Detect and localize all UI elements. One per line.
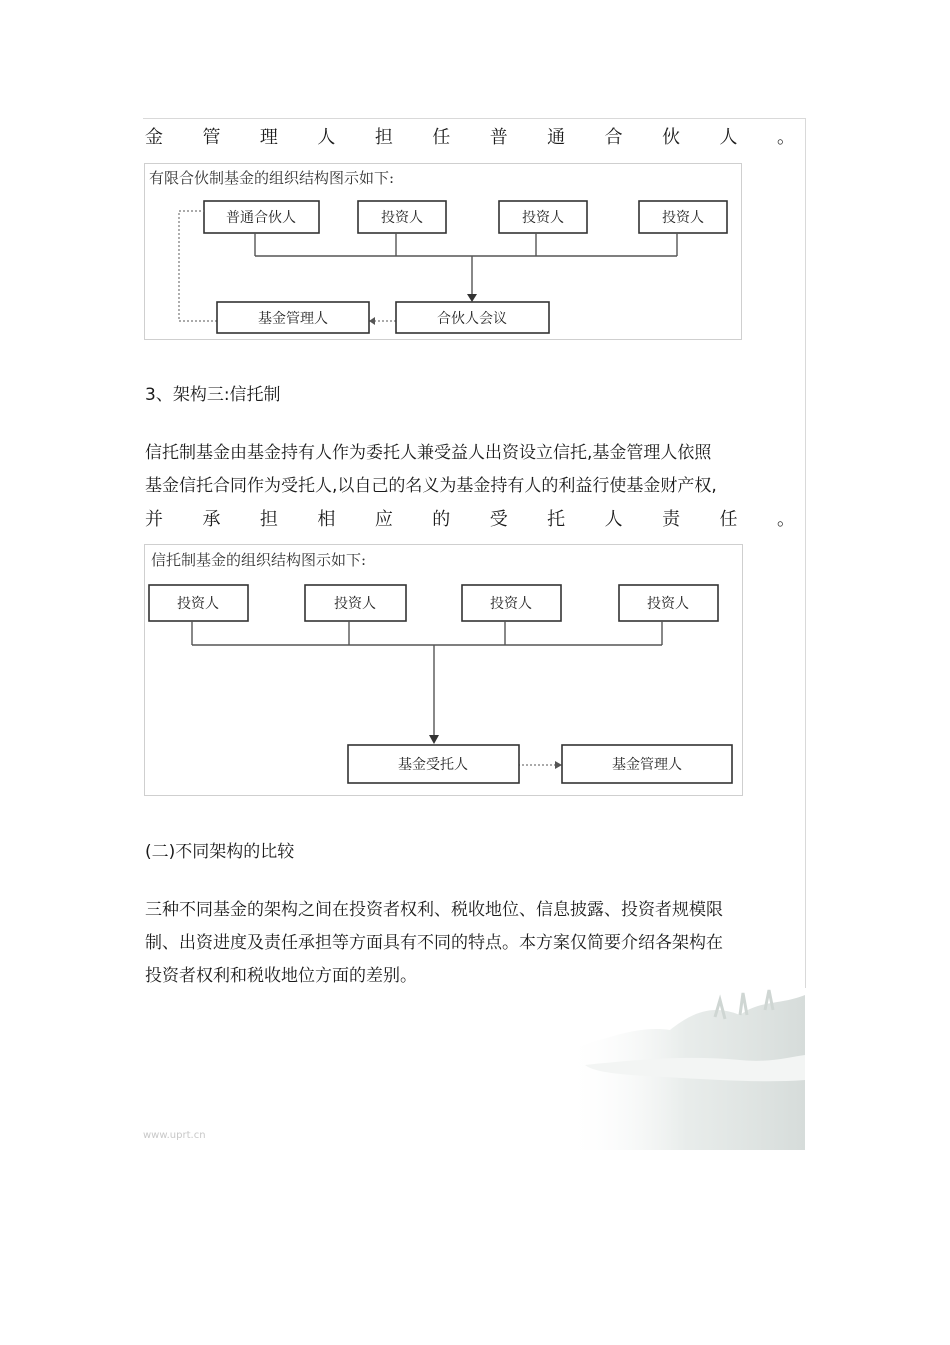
paragraph-trust-line-3-char: 担: [259, 509, 278, 530]
svg-text:合伙人会议: 合伙人会议: [437, 311, 507, 327]
svg-text:投资人: 投资人: [334, 596, 376, 612]
justified-line-top-char: 人: [719, 127, 738, 148]
justified-line-top-char: 伙: [662, 127, 681, 148]
paragraph-trust-line-3-char: 托: [547, 509, 566, 530]
paragraph-trust-line-3-char: 任: [719, 509, 738, 530]
svg-text:投资人: 投资人: [522, 210, 564, 226]
figure1-node-partners-meeting: [396, 302, 549, 333]
svg-text:投资人: 投资人: [177, 596, 219, 612]
justified-line-top-char: 金: [145, 127, 163, 148]
figure1-node-fund-manager: [217, 302, 369, 333]
svg-text:基金管理人: 基金管理人: [612, 757, 682, 773]
justified-line-top-char: 通: [547, 127, 566, 148]
figure2-node-investor-1: [149, 585, 248, 621]
justified-line-top-char: 理: [259, 127, 278, 148]
paragraph-compare-line-3: 投资者权利和税收地位方面的差别。: [145, 966, 417, 986]
paragraph-trust-line-2: 基金信托合同作为受托人,以自己的名义为基金持有人的利益行使基金财产权,: [145, 476, 717, 496]
figure2-node-fund-trustee: [348, 745, 519, 783]
figure1-caption: 有限合伙制基金的组织结构图示如下:: [149, 169, 395, 187]
justified-line-top-char: 。: [776, 127, 795, 148]
figure1-node-investor-1: [358, 201, 446, 233]
figure1-node-general-partner: [204, 201, 319, 233]
paragraph-trust-line-3-char: 应: [374, 509, 393, 530]
paragraph-trust-line-3-char: 的: [432, 509, 451, 530]
svg-text:基金受托人: 基金受托人: [398, 757, 468, 773]
watermark-url-text: www.uprt.cn: [143, 1130, 206, 1141]
figure2-node-investor-2: [305, 585, 406, 621]
paragraph-compare-line-1: 三种不同基金的架构之间在投资者权利、税收地位、信息披露、投资者规模限: [145, 900, 723, 920]
frame-line-top: [143, 118, 806, 119]
paragraph-trust-line-3-char: 承: [202, 509, 221, 530]
paragraph-trust-line-1: 信托制基金由基金持有人作为委托人兼受益人出资设立信托,基金管理人依照: [145, 443, 712, 463]
svg-text:投资人: 投资人: [381, 210, 423, 226]
figure2-node-fund-manager: [562, 745, 732, 783]
frame-line-right: [805, 118, 806, 988]
svg-text:投资人: 投资人: [647, 596, 689, 612]
svg-text:投资人: 投资人: [490, 596, 532, 612]
svg-text:基金管理人: 基金管理人: [258, 311, 328, 327]
figure-trust-structure: [144, 544, 743, 796]
paragraph-trust-line-3-char: 人: [604, 509, 623, 530]
paragraph-trust-line-3-char: 并: [145, 509, 163, 530]
figure-limited-partnership-structure: [144, 163, 742, 340]
justified-line-top-char: 担: [374, 127, 393, 148]
justified-line-top-char: 合: [604, 127, 623, 148]
paragraph-trust-line-3-char: 。: [776, 509, 795, 530]
paragraph-trust-line-3-char: 受: [489, 509, 508, 530]
paragraph-trust-line-3: [145, 505, 795, 535]
justified-line-top-char: 管: [202, 127, 221, 148]
paragraph-trust-line-3-char: 责: [662, 509, 681, 530]
figure2-node-investor-4: [619, 585, 718, 621]
figure1-node-investor-2: [499, 201, 587, 233]
paragraph-compare-line-2: 制、出资进度及责任承担等方面具有不同的特点。本方案仅简要介绍各架构在: [145, 933, 723, 953]
svg-text:普通合伙人: 普通合伙人: [226, 210, 296, 226]
section-heading-trust: 3、架构三:信托制: [145, 385, 281, 405]
figure1-node-investor-3: [639, 201, 727, 233]
paragraph-trust-line-3-char: 相: [317, 509, 336, 530]
justified-line-top-char: 人: [317, 127, 336, 148]
figure2-caption: 信托制基金的组织结构图示如下:: [151, 551, 367, 569]
justified-line-top-char: 任: [432, 127, 451, 148]
landscape-watermark-image: [565, 985, 805, 1150]
justified-line-top-char: 普: [489, 127, 508, 148]
svg-text:投资人: 投资人: [662, 210, 704, 226]
justified-text-line-top: [145, 123, 795, 153]
section-heading-comparison: (二)不同架构的比较: [145, 842, 295, 862]
figure2-node-investor-3: [462, 585, 561, 621]
